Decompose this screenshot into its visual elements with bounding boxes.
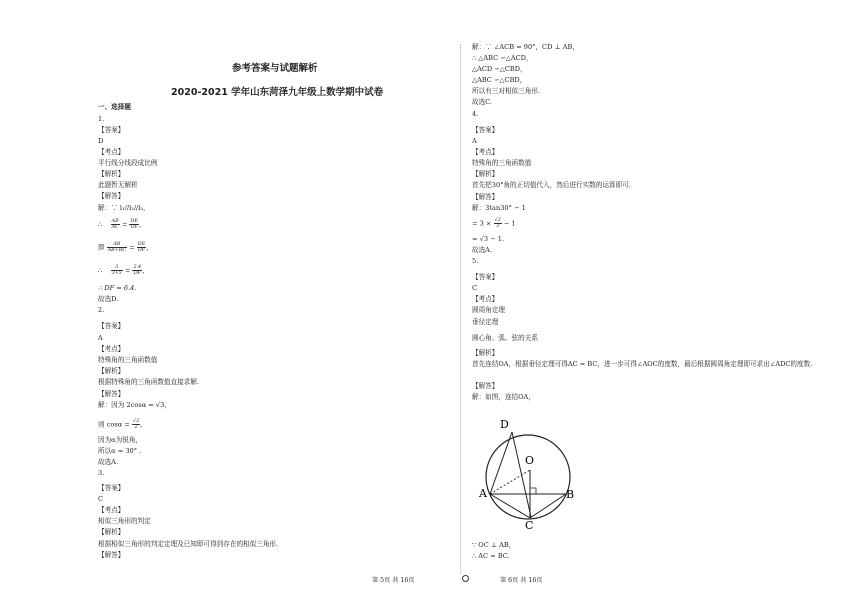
topic-text: 特殊角的三角函数值 xyxy=(98,356,158,364)
fraction: $\frac{3}{3+5}$ xyxy=(111,265,122,276)
solution-line: ∴ DF = 6.4. xyxy=(98,284,137,292)
footer-left-page: 第 5页 共 16页 xyxy=(372,577,415,584)
label-d: D xyxy=(500,418,509,431)
topic-text: 平行线分线段成比例 xyxy=(98,159,158,167)
solution-line: ∴ AC = BC. xyxy=(472,552,510,560)
solution-label: 【解答】 xyxy=(98,551,125,559)
conclusion-text: 故选C. xyxy=(472,98,493,106)
question-number: 5. xyxy=(472,257,479,265)
solution-line: 解：3tan30° − 1 xyxy=(472,204,526,212)
solution-label: 【解答】 xyxy=(98,390,125,398)
label-o: O xyxy=(525,454,535,467)
question-number: 3. xyxy=(98,469,105,477)
exam-title: 2020-2021 学年山东菏泽九年级上数学期中试卷 xyxy=(171,87,384,98)
answer-label: 【答案】 xyxy=(98,126,125,134)
answer-label: 【答案】 xyxy=(472,273,499,281)
therefore-symbol: ∴ xyxy=(98,220,103,229)
circle-marker-icon xyxy=(462,575,469,582)
solution-line: 解：如图，连结OA， xyxy=(472,393,535,401)
proportion-line: ∴ $\frac{3}{3+5}$ = $\frac{2.4}{DF}$ ， xyxy=(98,265,149,276)
answer-value: D xyxy=(98,137,104,145)
solution-line: ∵ OC ⊥ AB， xyxy=(472,541,516,549)
solution-label: 【解答】 xyxy=(98,192,125,200)
circle-geometry-figure xyxy=(478,412,578,530)
topic-label: 【考点】 xyxy=(98,148,125,156)
topic-text: 特殊角的三角函数值 xyxy=(472,159,532,167)
answer-value: A xyxy=(472,137,477,145)
namely-text: 即 xyxy=(98,243,105,252)
footer-right-page: 第 6页 共 16页 xyxy=(500,577,543,584)
topic-text: 圆心角、弧、弦的关系 xyxy=(472,334,538,342)
analysis-text: 首先连结OA，根据垂径定理可得AC = BC，进一步可得∠AOC的度数，最后根据圆周角定理即可求出∠ADC的度数. xyxy=(472,360,813,368)
answer-value: A xyxy=(98,334,103,342)
label-a: A xyxy=(479,487,487,500)
solution-label: 【解答】 xyxy=(472,382,499,390)
solution-line: 解：∵ ∠ACB = 90°，CD ⊥ AB， xyxy=(472,43,579,51)
topic-label: 【考点】 xyxy=(472,295,499,303)
column-divider xyxy=(460,44,461,574)
answer-value: C xyxy=(472,284,478,292)
topic-label: 【考点】 xyxy=(472,148,499,156)
therefore-symbol: ∴ xyxy=(98,266,103,275)
right-angle-mark xyxy=(530,488,536,494)
question-number: 4. xyxy=(472,110,479,118)
cos-line: 则 cosα = $\frac{√3}{2}$ ， xyxy=(98,419,147,430)
answer-title: 参考答案与试题解析 xyxy=(232,63,318,74)
question-number: 2. xyxy=(98,306,105,314)
conclusion-text: 故选A. xyxy=(98,458,119,466)
section-heading: 一、选择题 xyxy=(98,103,131,111)
fraction: $\frac{DE}{DF}$ xyxy=(137,242,146,253)
solution-line: 解：因为 2cosα = √3， xyxy=(98,401,171,409)
analysis-text: 根据特殊角的三角函数值直接求解. xyxy=(98,378,200,386)
analysis-label: 【解析】 xyxy=(98,170,125,178)
solution-line: = √3 − 1. xyxy=(472,235,505,243)
solution-line: 因为α为锐角， xyxy=(98,436,143,444)
label-b: B xyxy=(566,488,575,501)
conclusion-text: 故选D. xyxy=(98,295,119,303)
question-number: 1. xyxy=(98,115,105,123)
segment-oa-dashed xyxy=(490,470,530,494)
fraction: $\frac{2.4}{DF}$ xyxy=(133,265,142,276)
analysis-label: 【解析】 xyxy=(472,170,499,178)
solution-line: △ABC ∽△CBD， xyxy=(472,76,527,84)
fraction: $\frac{√3}{2}$ xyxy=(132,419,140,430)
then-text: 则 cosα = xyxy=(98,420,130,429)
circle xyxy=(486,435,570,519)
topic-text: 圆周角定理 xyxy=(472,306,505,314)
fraction: $\frac{√3}{3}$ xyxy=(494,218,501,229)
fraction: $\frac{DE}{DF}$ xyxy=(130,219,138,230)
topic-text: 垂径定理 xyxy=(472,318,499,326)
analysis-label: 【解析】 xyxy=(472,349,499,357)
answer-value: C xyxy=(98,495,104,503)
computation-line: = 3 × $\frac{√3}{3}$ − 1 xyxy=(472,218,516,229)
proportion-line: ∴ $\frac{AB}{AC}$ = $\frac{DE}{DF}$ ， xyxy=(98,219,146,230)
topic-label: 【考点】 xyxy=(98,506,125,514)
solution-line: ∴ △ABC ∽△ACD， xyxy=(472,54,533,62)
solution-label: 【解答】 xyxy=(472,193,499,201)
conclusion-text: 故选A. xyxy=(472,246,493,254)
solution-line: △ACD ∽△CBD， xyxy=(472,65,527,73)
label-c: C xyxy=(525,519,534,530)
analysis-text: 此题暂无解析 xyxy=(98,181,138,189)
solution-line: 所以有三对相似三角形. xyxy=(472,87,541,95)
topic-label: 【考点】 xyxy=(98,345,125,353)
answer-label: 【答案】 xyxy=(98,322,125,330)
segment-da xyxy=(490,432,512,494)
solution-line: 所以α = 30° . xyxy=(98,447,142,455)
topic-text: 相似三角形的判定 xyxy=(98,517,151,525)
analysis-label: 【解析】 xyxy=(98,528,125,536)
answer-label: 【答案】 xyxy=(98,484,125,492)
analysis-text: 首先把30°角的正切值代入，然后进行实数的运算即可. xyxy=(472,181,631,189)
proportion-line: 即 $\frac{AB}{AB+BC}$ = $\frac{DE}{DF}$ ， xyxy=(98,242,153,253)
chord-dc xyxy=(512,432,531,517)
fraction: $\frac{AB}{AB+BC}$ xyxy=(107,242,126,253)
analysis-label: 【解析】 xyxy=(98,367,125,375)
fraction: $\frac{AB}{AC}$ xyxy=(111,219,119,230)
answer-label: 【答案】 xyxy=(472,126,499,134)
analysis-text: 根据相似三角形的判定定理及已知即可得到存在的相似三角形. xyxy=(98,540,279,548)
solution-line: 解：∵ l₁//l₂//l₃， xyxy=(98,204,150,212)
